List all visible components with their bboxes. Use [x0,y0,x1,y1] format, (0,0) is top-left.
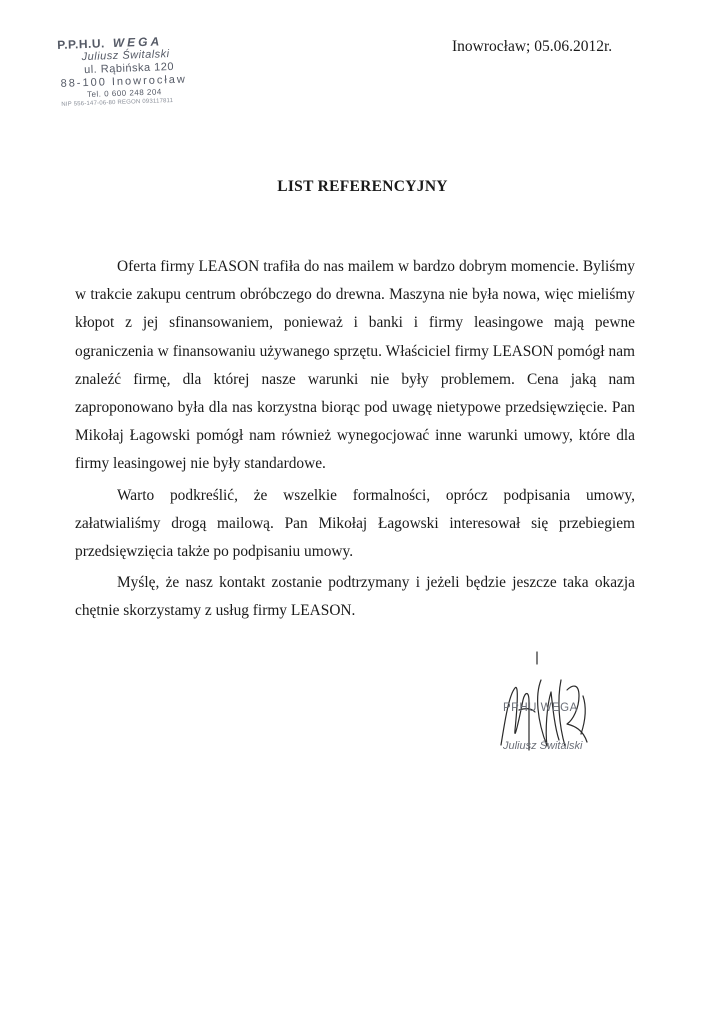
place-and-date: Inowrocław; 05.06.2012r. [452,38,613,55]
signature-block [495,650,635,765]
body-paragraph: Warto podkreślić, że wszelkie formalności, oprócz podpisania umowy, załatwialiśmy drogą mailową. Pan Mikołaj Łagowski interesował się przebiegiem przedsięwzięcia także po podpisaniu umowy. [75,486,635,561]
document-title: LIST REFERENCYJNY [277,178,448,195]
letter-body [75,253,635,629]
stamp-line-city: 88-100 Inowrocław [60,73,188,90]
company-stamp [57,32,235,120]
stamp-line-nip-regon: NIP 556-147-06-80 REGON 093117811 [61,97,174,108]
signature-stamp-company: PPHU WEGA [503,702,578,714]
stamp-company-prefix: P.P.H.U. [57,36,106,52]
signature-stamp-name: Juliusz Świtalski [503,740,583,752]
stamp-line-owner: Juliusz Świtalski [81,48,170,64]
body-paragraph: Myślę, że nasz kontakt zostanie podtrzymany i jeżeli będzie jeszcze taka okazja chętnie skorzystamy z usług firmy LEASON. [75,574,635,620]
body-paragraph: Oferta firmy LEASON trafiła do nas mailem w bardzo dobrym momencie. Byliśmy w trakcie zakupu centrum obróbczego do drewna. Maszyna nie była nowa, więc mieliśmy kłopot z jej sfinansowaniem, ponieważ i banki i firmy leasingowe mają pewne ograniczenia w finansowaniu używanego sprzętu. Właściciel firmy LEASON pomógł nam znaleźć firmę, dla której nasze warunki nie były problemem. Cena jaką nam zaproponowano była dla nas korzystna biorąc pod uwagę nietypowe przedsięwzięcie. Pan Mikołaj Łagowski pomógł nam również wynegocjować inne warunki umowy, które dla firmy leasingowej nie były standardowe. [75,258,635,473]
stamp-line-street: ul. Rąbińska 120 [83,60,175,77]
stamp-line-phone: Tel. 0 600 248 204 [86,87,162,99]
stamp-company-brand: WEGA [112,34,163,51]
